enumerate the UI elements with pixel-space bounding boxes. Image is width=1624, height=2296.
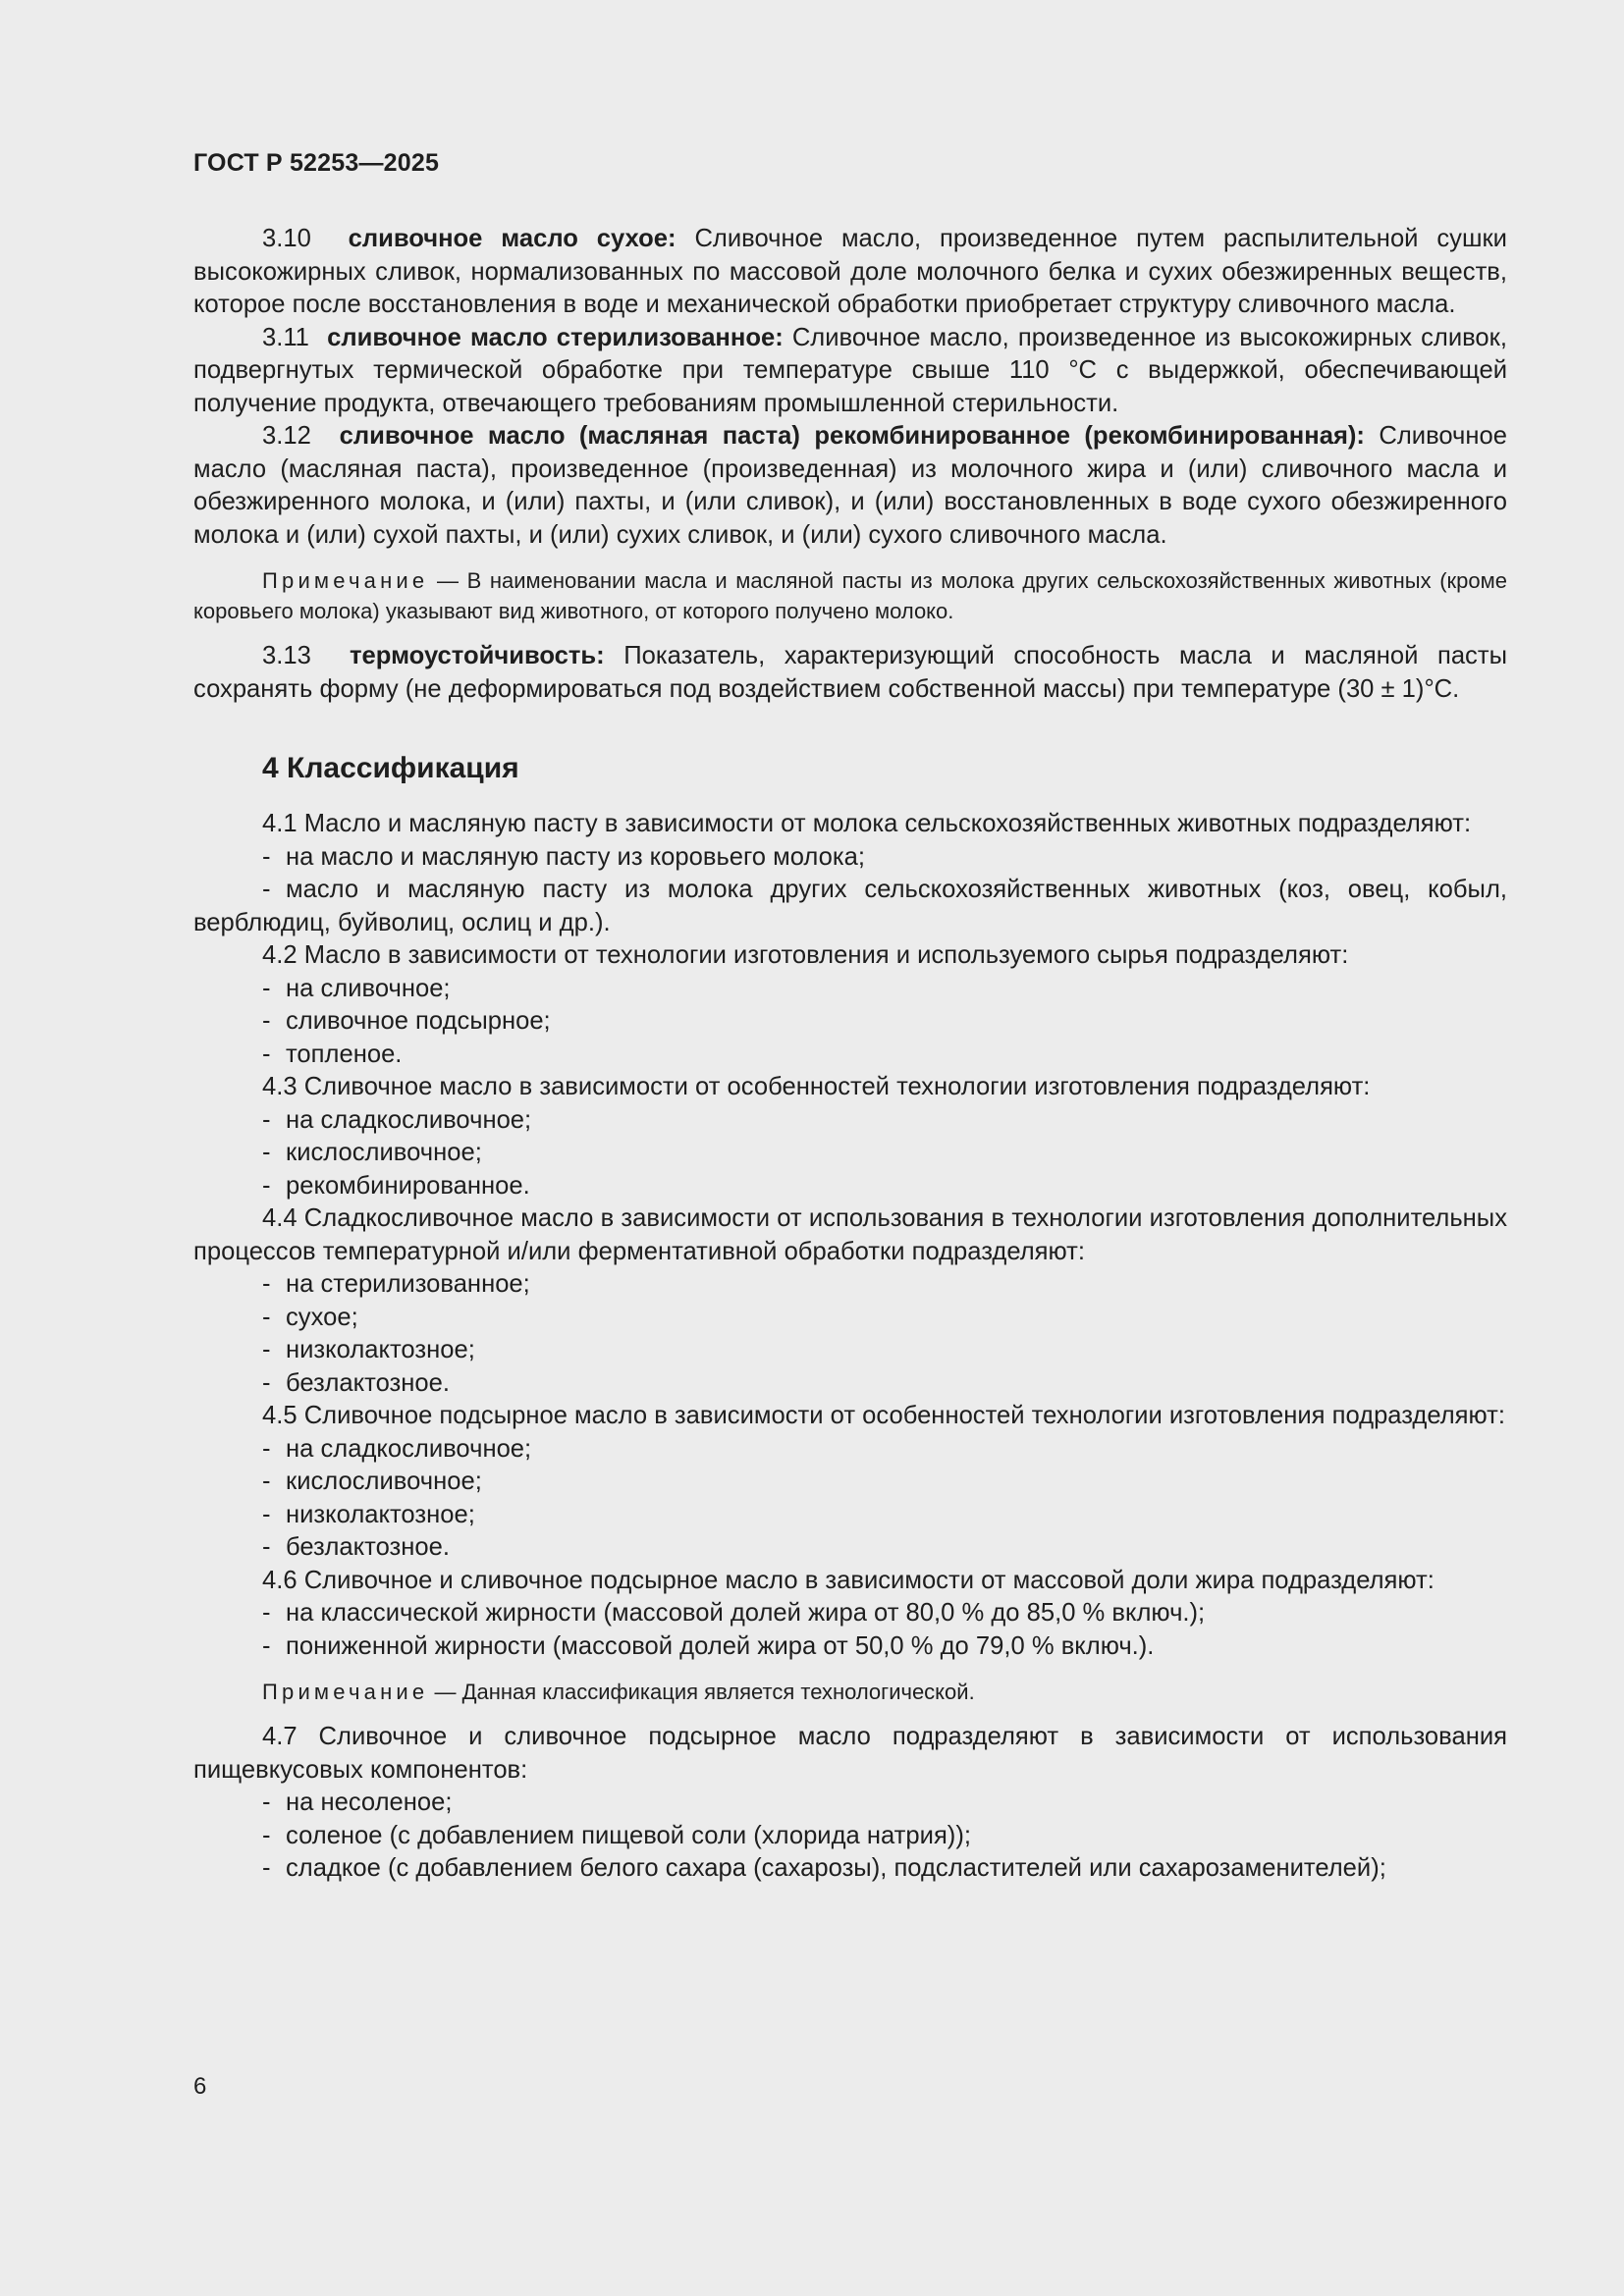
- list-dash: -: [262, 1139, 271, 1166]
- list-dash: -: [262, 1007, 271, 1035]
- definition-3-10: [193, 223, 1507, 322]
- clause-4-5: 4.5 Сливочное подсырное масло в зависимости от особенностей технологии изготовления подразделяют:: [262, 1402, 1506, 1429]
- list-dash: -: [262, 1171, 271, 1200]
- list-dash: -: [262, 1821, 271, 1849]
- list-item-text: кислосливочное;: [286, 1468, 482, 1495]
- definition-term: сливочное масло (масляная паста) рекомбинированное (рекомбинированная):: [339, 422, 1365, 450]
- list-item: [193, 1597, 1507, 1630]
- list-item: [193, 1820, 1507, 1853]
- clause-4-4: 4.4 Сладкосливочное масло в зависимости от использования в технологии изготовления дополнительных процессов температурной и/или ферментативной обработки подразделяют:: [193, 1204, 1507, 1265]
- list-dash: -: [262, 876, 271, 903]
- clause-4-1: 4.1 Масло и масляную пасту в зависимости от молока сельскохозяйственных животных подразделяют:: [262, 810, 1472, 837]
- section-title: 4 Классификация: [262, 752, 519, 784]
- list-item-text: на сливочное;: [286, 974, 451, 1002]
- definition-term: сливочное масло сухое:: [348, 225, 677, 252]
- clause-4-2: 4.2 Масло в зависимости от технологии изготовления и используемого сырья подразделяют:: [262, 941, 1349, 969]
- list-item-text: кислосливочное;: [286, 1139, 482, 1166]
- list-dash: -: [262, 1303, 271, 1331]
- note-3-12: [193, 565, 1507, 626]
- definition-text: Сливочное масло (масляная паста), произведенное (произведенная) из молочного жира и (или) сливочного масла и обезжиренного молока, и (или) пахты, и (или сливок), и (или) восстановленных в воде сухого обезжиренного молока и (или) сухой пахты, и (или) сухих сливок, и (или) сухого сливочного масла.: [193, 422, 1507, 549]
- list-dash: -: [262, 974, 271, 1002]
- definition-3-11: [193, 322, 1507, 421]
- page-number: 6: [193, 2073, 207, 2100]
- list-dash: -: [262, 1854, 271, 1882]
- list-item: [193, 973, 1507, 1006]
- list-item-text: на сладкосливочное;: [286, 1434, 532, 1463]
- list-item: [193, 841, 1507, 875]
- list-dash: -: [262, 1368, 271, 1397]
- list-item-text: топленое.: [286, 1040, 403, 1068]
- definition-text: Показатель, характеризующий способность масла и масляной пасты сохранять форму (не деформироваться под воздействием собственной массы) при температуре (30 ± 1)°С.: [193, 642, 1507, 703]
- list-item: [193, 1268, 1507, 1302]
- list-item: [193, 1499, 1507, 1532]
- note-4-6: [193, 1677, 1507, 1707]
- list-item-text: масло и масляную пасту из молока других сельскохозяйственных животных (коз, овец, кобыл, верблюдиц, буйволиц, ослиц и др.).: [193, 876, 1507, 936]
- list-item-text: сухое;: [286, 1303, 358, 1331]
- list-dash: -: [262, 1599, 271, 1627]
- list-item-text: рекомбинированное.: [286, 1171, 530, 1200]
- note-label: Примечание: [262, 568, 429, 593]
- list-dash: -: [262, 1631, 271, 1660]
- list-dash: -: [262, 1500, 271, 1528]
- list-dash: -: [262, 1336, 271, 1363]
- note-text: — В наименовании масла и масляной пасты из молока других сельскохозяйственных животных (кроме коровьего молока) указывают вид животного, от которого получено молоко.: [193, 568, 1507, 623]
- list-item-text: низколактозное;: [286, 1336, 475, 1363]
- list-item: [193, 1433, 1507, 1467]
- list-item-text: на сладкосливочное;: [286, 1105, 532, 1134]
- list-item-text: на несоленое;: [286, 1789, 453, 1816]
- definition-number: 3.11: [262, 323, 309, 351]
- definition-number: 3.12: [262, 422, 311, 450]
- note-label: Примечание: [262, 1680, 429, 1704]
- list-item: [193, 1137, 1507, 1170]
- list-dash: -: [262, 1533, 271, 1561]
- list-item-text: низколактозное;: [286, 1500, 475, 1528]
- list-item-text: сладкое (с добавлением белого сахара (сахарозы), подсластителей или сахарозаменителей);: [286, 1854, 1386, 1882]
- list-item: [193, 1630, 1507, 1664]
- list-item: [193, 874, 1507, 939]
- list-item-text: сливочное подсырное;: [286, 1007, 551, 1035]
- definition-term: сливочное масло стерилизованное:: [327, 323, 784, 351]
- list-item: [193, 1466, 1507, 1499]
- list-dash: -: [262, 842, 271, 871]
- list-item: [193, 1334, 1507, 1367]
- document-header: ГОСТ Р 52253—2025: [193, 149, 440, 177]
- list-item: [193, 1367, 1507, 1401]
- definition-text: Сливочное масло, произведенное из высокожирных сливок, подвергнутых термической обработке при температуре свыше 110 °С с выдержкой, обеспечивающей получение продукта, отвечающего требованиям промышленной стерильности.: [193, 323, 1507, 417]
- list-item-text: безлактозное.: [286, 1533, 450, 1561]
- list-dash: -: [262, 1270, 271, 1298]
- list-item: [193, 1531, 1507, 1565]
- list-dash: -: [262, 1789, 271, 1816]
- document-page: [193, 0, 1507, 2296]
- definition-term: термоустойчивость:: [350, 642, 605, 669]
- definition-3-12: [193, 420, 1507, 552]
- note-text: — Данная классификация является технологической.: [434, 1680, 975, 1704]
- list-item: [193, 1852, 1507, 1886]
- clause-4-3: 4.3 Сливочное масло в зависимости от особенностей технологии изготовления подразделяют:: [262, 1073, 1371, 1100]
- list-dash: -: [262, 1434, 271, 1463]
- clause-4-6: 4.6 Сливочное и сливочное подсырное масло в зависимости от массовой доли жира подразделяют:: [262, 1566, 1435, 1594]
- definition-text: Сливочное масло, произведенное путем распылительной сушки высокожирных сливок, нормализованных по массовой доле молочного белка и сухих обезжиренных веществ, которое после восстановления в воде и механической обработки приобретает структуру сливочного масла.: [193, 225, 1507, 318]
- list-dash: -: [262, 1105, 271, 1134]
- list-item: [193, 1302, 1507, 1335]
- page-content: [193, 223, 1507, 1886]
- list-item-text: на масло и масляную пасту из коровьего молока;: [286, 842, 865, 871]
- list-item: [193, 1787, 1507, 1820]
- clause-4-7: 4.7 Сливочное и сливочное подсырное масло подразделяют в зависимости от использования пищевкусовых компонентов:: [193, 1723, 1507, 1784]
- definition-number: 3.13: [262, 642, 311, 669]
- list-item: [193, 1005, 1507, 1039]
- list-item-text: пониженной жирности (массовой долей жира от 50,0 % до 79,0 % включ.).: [286, 1631, 1155, 1660]
- definition-3-13: [193, 640, 1507, 706]
- list-item: [193, 1104, 1507, 1138]
- list-item-text: на классической жирности (массовой долей жира от 80,0 % до 85,0 % включ.);: [286, 1599, 1206, 1627]
- list-item-text: безлактозное.: [286, 1368, 450, 1397]
- definition-number: 3.10: [262, 225, 311, 252]
- list-dash: -: [262, 1468, 271, 1495]
- list-item-text: соленое (с добавлением пищевой соли (хлорида натрия));: [286, 1821, 971, 1849]
- list-item: [193, 1039, 1507, 1072]
- list-item-text: на стерилизованное;: [286, 1270, 530, 1298]
- list-dash: -: [262, 1040, 271, 1068]
- list-item: [193, 1170, 1507, 1203]
